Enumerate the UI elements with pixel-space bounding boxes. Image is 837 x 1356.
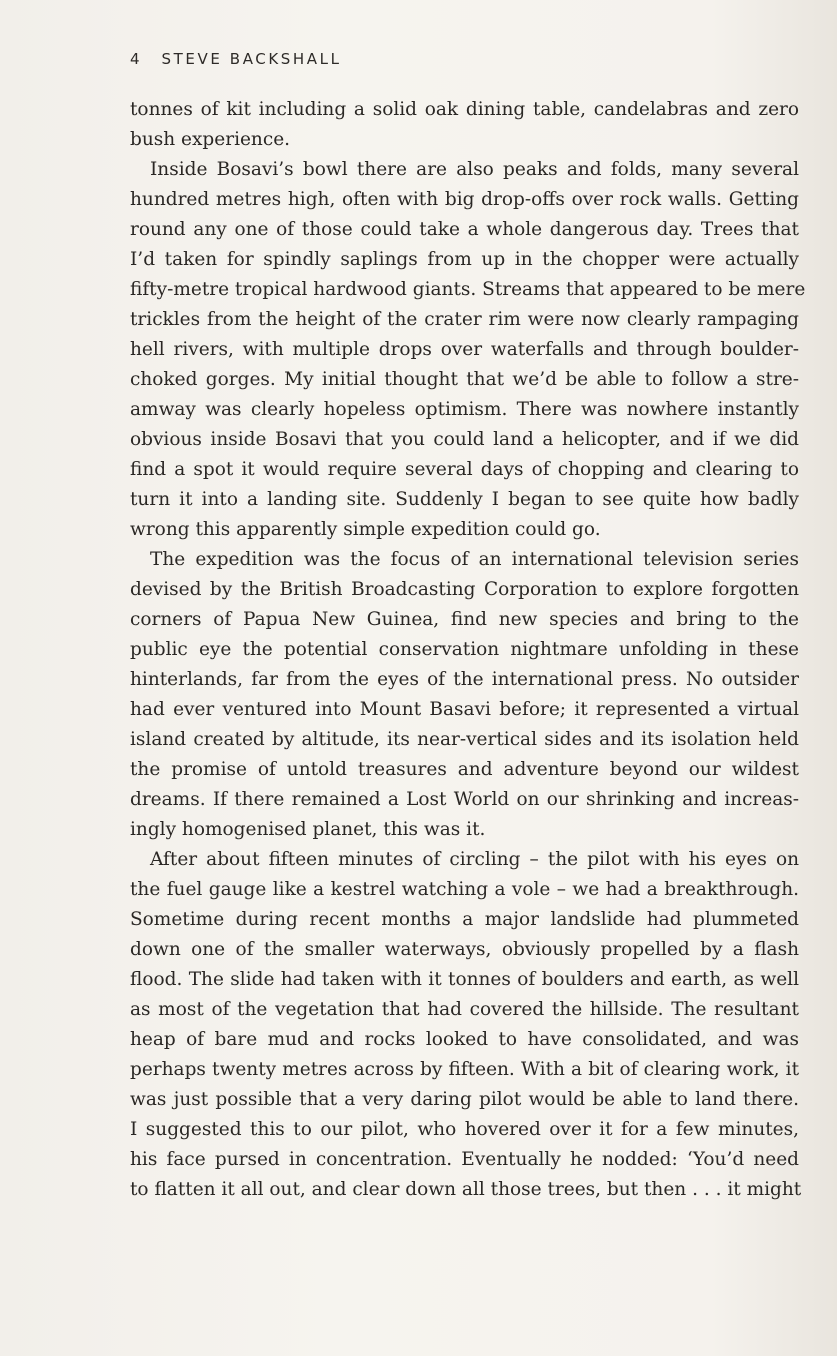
text-line: down one of the smaller waterways, obviously propelled by a flash [130,939,799,960]
text-line: Sometime during recent months a major landslide had plummeted [130,909,799,930]
text-line: to flatten it all out, and clear down all those trees, but then . . . it might [130,1179,802,1200]
text-line: tonnes of kit including a solid oak dining table, candelabras and zero [130,99,799,120]
text-line: the promise of untold treasures and adventure beyond our wildest [130,759,799,780]
text-line: After about fifteen minutes of circling – the pilot with his eyes on [150,849,799,870]
text-line: hinterlands, far from the eyes of the international press. No outsider [130,669,799,690]
text-line: the fuel gauge like a kestrel watching a vole – we had a breakthrough. [130,879,799,900]
text-line: heap of bare mud and rocks looked to have consolidated, and was [130,1029,799,1050]
text-line: round any one of those could take a whole dangerous day. Trees that [130,219,799,240]
text-line: ingly homogenised planet, this was it. [130,819,486,840]
text-line: devised by the British Broadcasting Corporation to explore forgotten [130,579,799,600]
text-line: wrong this apparently simple expedition could go. [130,519,601,540]
text-line: obvious inside Bosavi that you could land a helicopter, and if we did [130,429,799,450]
text-line: find a spot it would require several days of chopping and clearing to [130,459,799,480]
text-line: amway was clearly hopeless optimism. There was nowhere instantly [130,399,799,420]
author-name: STEVE BACKSHALL [161,50,342,68]
text-line: island created by altitude, its near-vertical sides and its isolation held [130,729,799,750]
text-line: The expedition was the focus of an international television series [150,549,799,570]
running-head [130,50,342,68]
text-line: flood. The slide had taken with it tonnes of boulders and earth, as well [130,969,799,990]
text-line: fifty-metre tropical hardwood giants. Streams that appeared to be mere [130,279,806,300]
text-line: was just possible that a very daring pilot would be able to land there. [130,1089,799,1110]
text-line: hundred metres high, often with big drop-offs over rock walls. Getting [130,189,799,210]
text-line: choked gorges. My initial thought that we’d be able to follow a stre- [130,369,799,390]
text-line: turn it into a landing site. Suddenly I began to see quite how badly [130,489,799,510]
text-line: corners of Papua New Guinea, find new species and bring to the [130,609,799,630]
text-line: Inside Bosavi’s bowl there are also peaks and folds, many several [150,159,799,180]
text-line: dreams. If there remained a Lost World on our shrinking and increas- [130,789,799,810]
text-line: perhaps twenty metres across by fifteen. With a bit of clearing work, it [130,1059,799,1080]
body-text [130,95,806,1205]
text-line: bush experience. [130,129,291,150]
text-line: his face pursed in concentration. Eventually he nodded: ‘You’d need [130,1149,799,1170]
text-line: trickles from the height of the crater rim were now clearly rampaging [130,309,799,330]
text-line: I suggested this to our pilot, who hovered over it for a few minutes, [130,1119,799,1140]
text-line: as most of the vegetation that had covered the hillside. The resultant [130,999,799,1020]
text-line: had ever ventured into Mount Basavi before; it represented a virtual [130,699,799,720]
text-line: I’d taken for spindly saplings from up in the chopper were actually [130,249,799,270]
text-line: hell rivers, with multiple drops over waterfalls and through boulder- [130,339,799,360]
page-number: 4 [130,50,143,68]
text-line: public eye the potential conservation nightmare unfolding in these [130,639,799,660]
